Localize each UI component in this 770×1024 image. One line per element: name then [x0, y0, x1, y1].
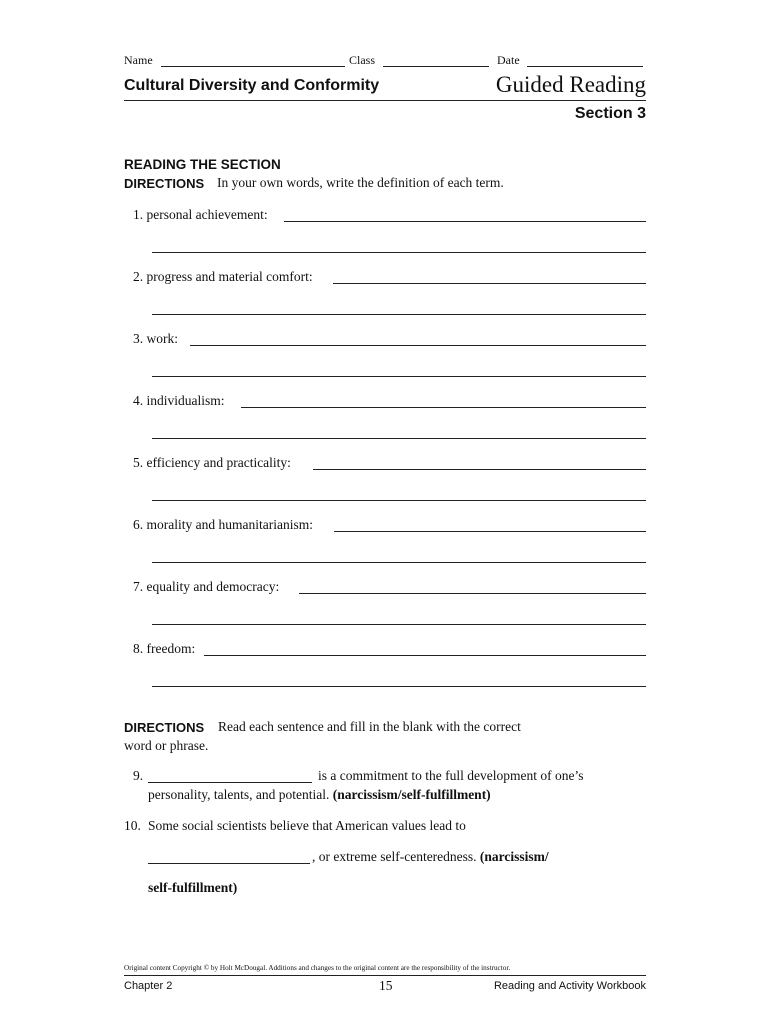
question-10-blank[interactable] — [148, 863, 310, 864]
copyright-notice: Original content Copyright © by Holt McDougal. Additions and changes to the original content are the responsibility of the instructor. — [124, 964, 511, 972]
term-name: freedom: — [146, 641, 196, 656]
term-name: equality and democracy: — [146, 579, 280, 594]
term-5-label — [133, 455, 291, 471]
name-field[interactable] — [161, 66, 345, 67]
directions-label-2: DIRECTIONS — [124, 720, 205, 735]
term-2-answer-line-1[interactable] — [333, 283, 646, 284]
section-heading: READING THE SECTION — [124, 157, 281, 172]
term-number: 2. — [133, 269, 144, 284]
page-number: 15 — [379, 978, 393, 993]
term-2-label — [133, 269, 313, 285]
term-7-label — [133, 579, 279, 595]
date-label: Date — [497, 53, 520, 67]
term-number: 7. — [133, 579, 144, 594]
term-7-answer-line-2[interactable] — [152, 624, 646, 625]
header-divider — [124, 100, 646, 101]
term-8-answer-line-2[interactable] — [152, 686, 646, 687]
question-9-choices: (narcissism/self-fulfillment) — [332, 787, 491, 802]
term-7-answer-line-1[interactable] — [299, 593, 646, 594]
date-field[interactable] — [527, 66, 643, 67]
directions-label: DIRECTIONS — [124, 176, 205, 191]
term-number: 3. — [133, 331, 144, 346]
term-5-answer-line-1[interactable] — [313, 469, 646, 470]
term-1-answer-line-1[interactable] — [284, 221, 646, 222]
term-3-answer-line-2[interactable] — [152, 376, 646, 377]
term-number: 6. — [133, 517, 144, 532]
question-10-text-2 — [312, 849, 549, 865]
question-10-choices-2: self-fulfillment) — [148, 880, 238, 895]
class-field[interactable] — [383, 66, 489, 67]
term-name: work: — [146, 331, 178, 346]
directions-text-2-line-2: word or phrase. — [124, 738, 209, 753]
question-9-text-2-body: personality, talents, and potential. — [148, 787, 330, 802]
term-name: efficiency and practicality: — [146, 455, 291, 470]
term-4-answer-line-1[interactable] — [241, 407, 646, 408]
term-number: 4. — [133, 393, 144, 408]
footer-divider — [124, 975, 646, 976]
guided-reading-label: Guided Reading — [495, 72, 646, 97]
term-name: morality and humanitarianism: — [146, 517, 313, 532]
class-label: Class — [349, 53, 376, 67]
question-10-number: 10. — [124, 818, 141, 833]
term-3-label — [133, 331, 178, 347]
term-3-answer-line-1[interactable] — [190, 345, 646, 346]
term-name: personal achievement: — [146, 207, 268, 222]
question-10-choices-1: (narcissism/ — [479, 849, 549, 864]
term-name: progress and material comfort: — [146, 269, 313, 284]
term-1-label — [133, 207, 268, 223]
term-6-answer-line-2[interactable] — [152, 562, 646, 563]
workbook-title: Reading and Activity Workbook — [493, 980, 646, 992]
question-9-blank[interactable] — [148, 782, 312, 783]
question-9-text-2 — [148, 787, 491, 803]
term-4-label — [133, 393, 225, 409]
question-9-number: 9. — [133, 768, 144, 783]
term-number: 8. — [133, 641, 144, 656]
term-number: 5. — [133, 455, 144, 470]
page-title: Cultural Diversity and Conformity — [124, 77, 380, 94]
term-8-label — [133, 641, 195, 657]
directions-text: In your own words, write the definition of each term. — [217, 175, 504, 190]
term-8-answer-line-1[interactable] — [204, 655, 646, 656]
term-name: individualism: — [146, 393, 225, 408]
term-6-label — [133, 517, 313, 533]
chapter-label: Chapter 2 — [124, 980, 173, 992]
term-2-answer-line-2[interactable] — [152, 314, 646, 315]
term-5-answer-line-2[interactable] — [152, 500, 646, 501]
term-1-answer-line-2[interactable] — [152, 252, 646, 253]
question-9-text-1: is a commitment to the full development of one’s — [318, 768, 584, 783]
term-6-answer-line-1[interactable] — [334, 531, 646, 532]
question-10-text-1: Some social scientists believe that American values lead to — [148, 818, 466, 833]
directions-text-2-line-1: Read each sentence and fill in the blank with the correct — [218, 719, 521, 734]
question-10-text-2-body: , or extreme self-centeredness. — [312, 849, 477, 864]
section-label: Section 3 — [574, 105, 646, 122]
name-label: Name — [124, 53, 153, 67]
term-4-answer-line-2[interactable] — [152, 438, 646, 439]
term-number: 1. — [133, 207, 144, 222]
